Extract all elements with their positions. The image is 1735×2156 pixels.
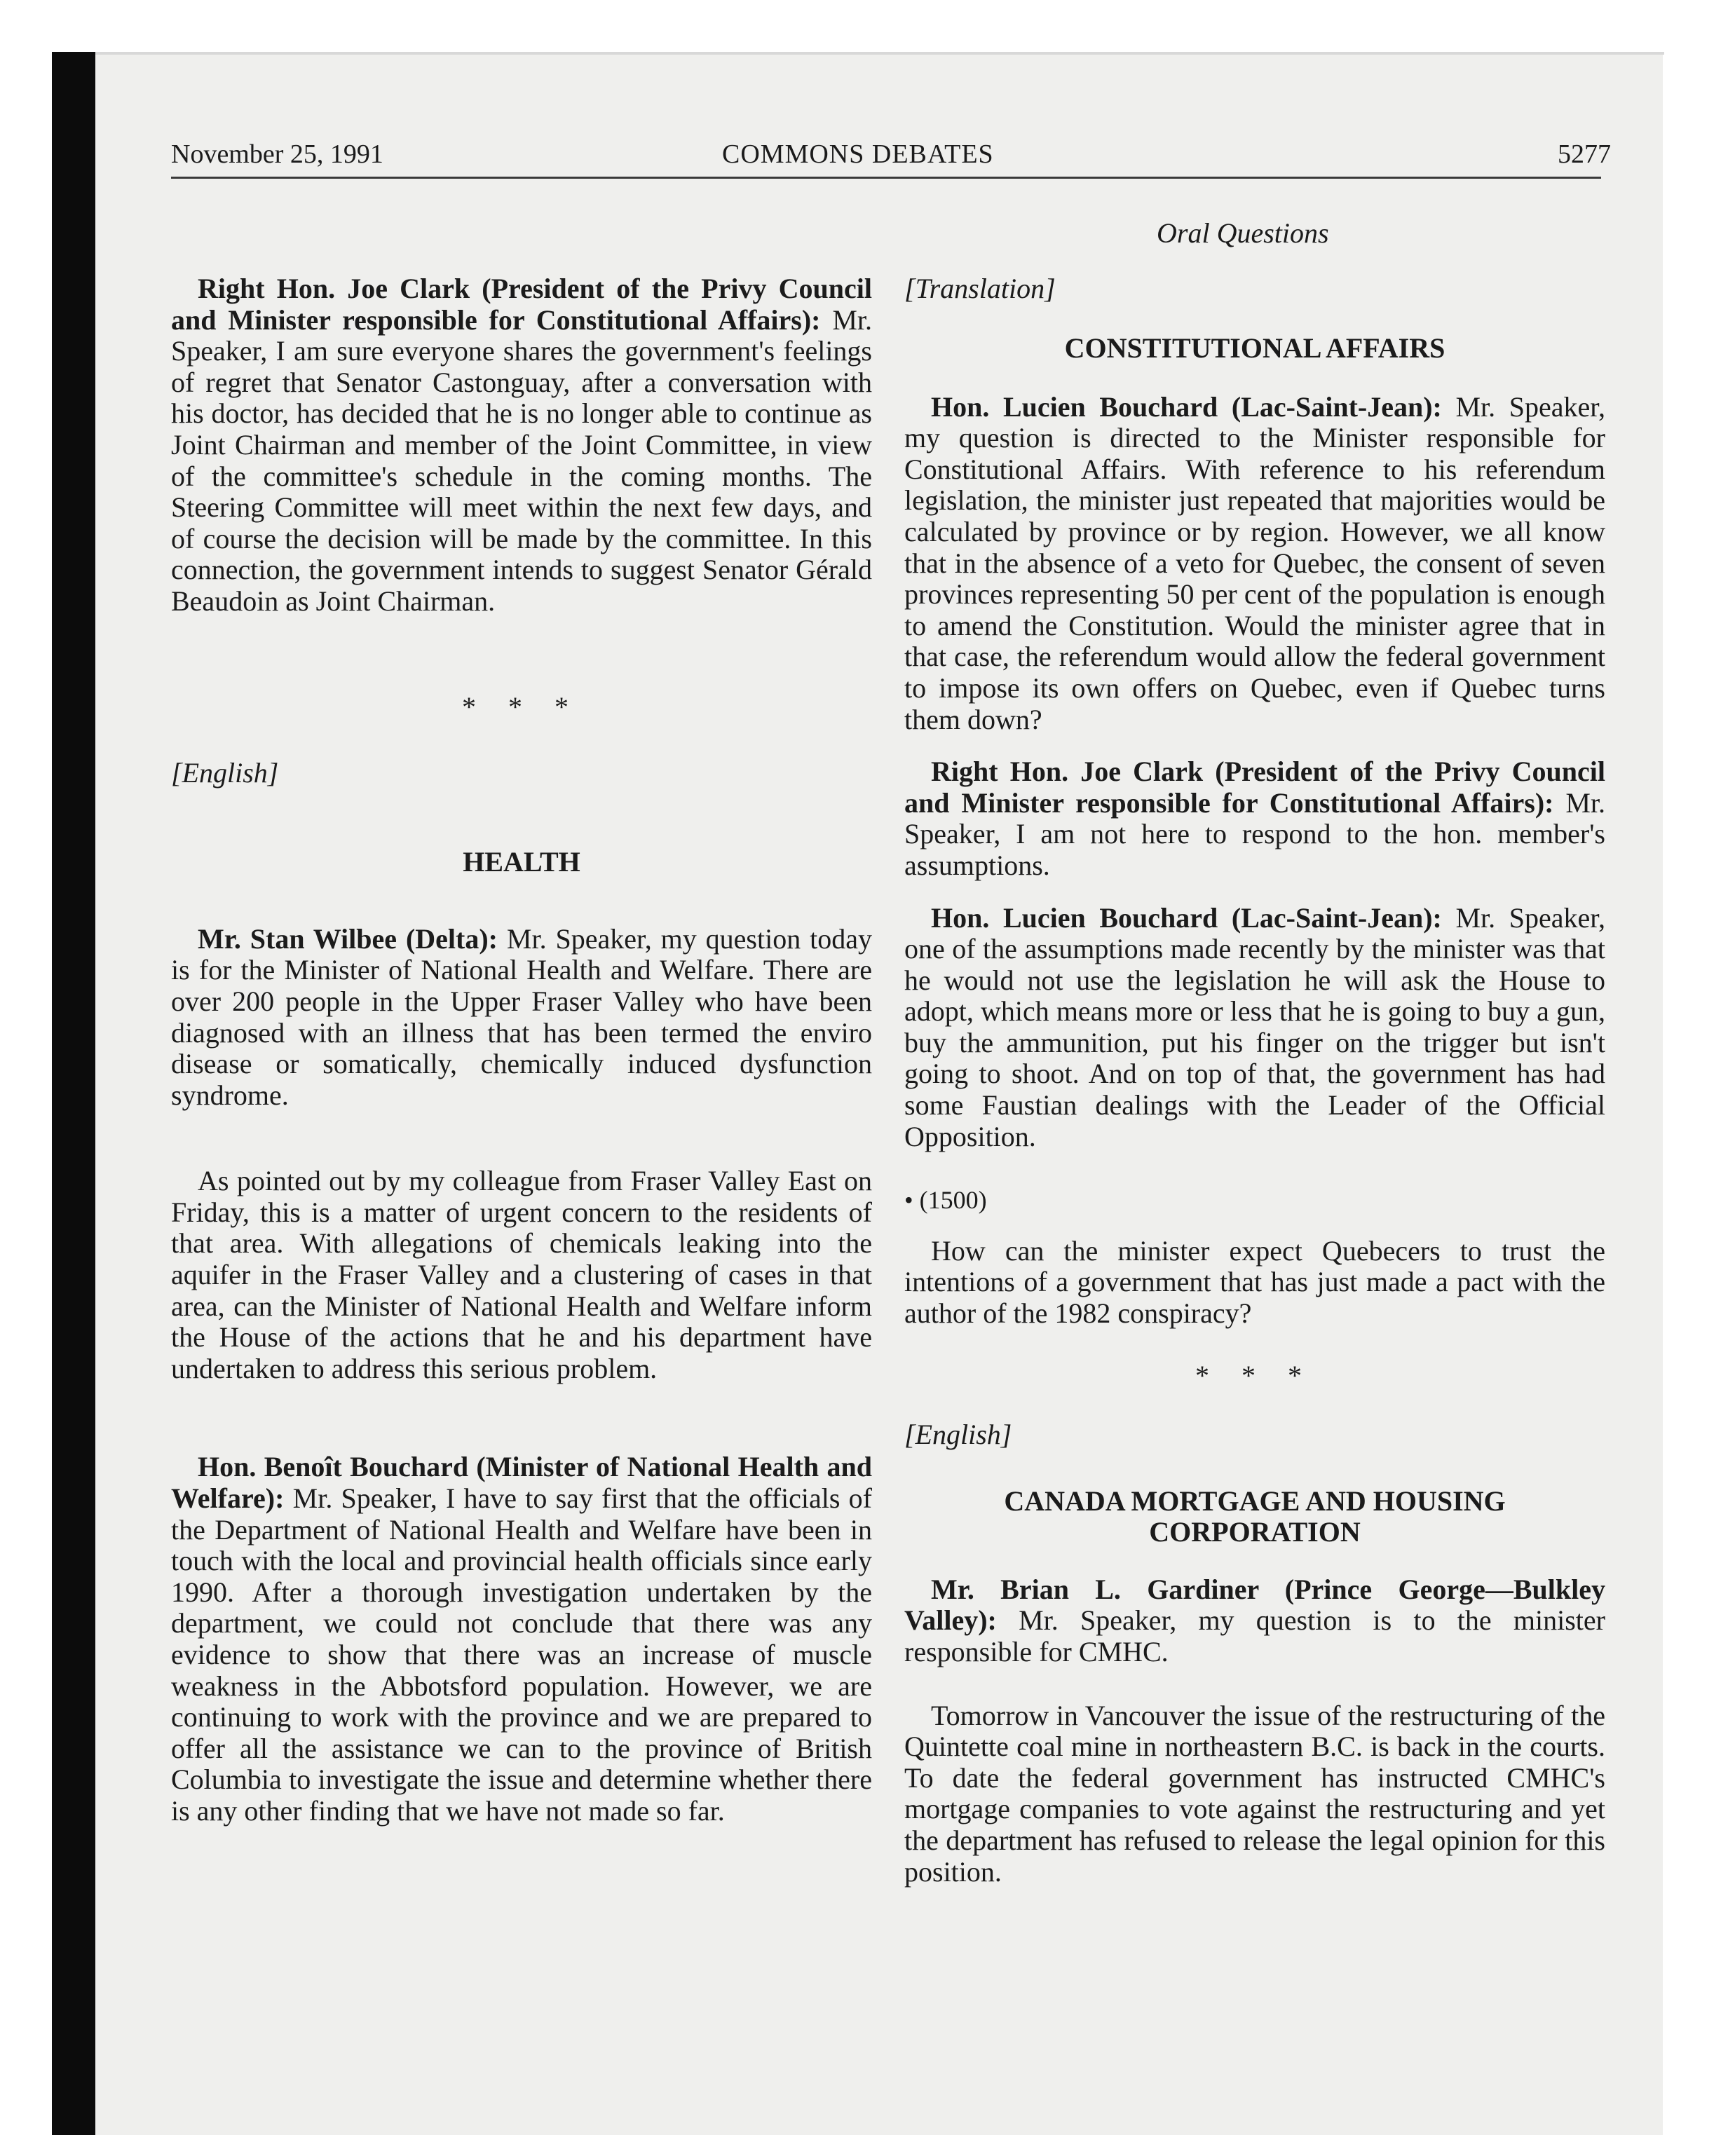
scan-dark-margin	[52, 52, 95, 2135]
paragraph	[904, 756, 1605, 881]
paragraph-text: Mr. Speaker, my question is directed to the Minister responsible for Constitutional Affairs. With reference to his referendum legislation, the minister just repeated that majorities would be calculated by province or by region. However, we all know that in the absence of a veto for Quebec, the consent of seven provinces representing 50 per cent of the population is enough to amend the Constitution. Would the minister agree that in that case, the referendum would allow the federal government to impose its own offers on Quebec, even if Quebec turns them down?	[904, 390, 1605, 735]
paragraph-text: Tomorrow in Vancouver the issue of the restructuring of the Quintette coal mine in northeastern B.C. is back in the courts. To date the federal government has instructed CMHC's mortgage companies to vote against the restructuring and yet the department has refused to release the legal opinion for this position.	[904, 1699, 1605, 1888]
section-separator: * * *	[462, 690, 581, 723]
section-heading: CONSTITUTIONAL AFFAIRS	[1064, 332, 1445, 364]
speaker-name: Mr. Brian L. Gardiner (Prince George—Bulkley Valley):	[904, 1573, 1605, 1637]
paragraph	[904, 1236, 1605, 1330]
paragraph-text: How can the minister expect Quebecers to trust the intentions of a government that has just made a pact with the author of the 1982 conspiracy?	[904, 1234, 1605, 1330]
paragraph-text: Mr. Speaker, one of the assumptions made recently by the minister was that he would not use the legislation he will ask the House to adopt, which means more or less that he is going to buy a gun, buy the ammunition, put his finger on the trigger but isn't going to shoot. And on top of that, the government has had some Faustian dealings with the Leader of the Official Opposition.	[904, 901, 1605, 1152]
left-column	[171, 273, 872, 1827]
time-marker: • (1500)	[904, 1186, 987, 1215]
paragraph-text: As pointed out by my colleague from Fraser Valley East on Friday, this is a matter of urgent concern to the residents of that area. With allegations of chemicals leaking into the aquifer in the Fraser Valley and a clustering of cases in that area, can the Minister of National Health and Welfare inform the House of the actions that he and his department have undertaken to address this serious problem.	[171, 1165, 872, 1384]
section-heading: HEALTH	[463, 845, 580, 878]
section-heading	[904, 1486, 1605, 1548]
paragraph	[904, 1574, 1605, 1668]
language-tag: [English]	[171, 757, 279, 789]
paragraph	[904, 1700, 1605, 1888]
paragraph-text: Mr. Speaker, I am sure everyone shares the government's feelings of regret that Senator Castonguay, after a conversation with his doctor, has decided that he is no longer able to continue as Joint Chairman and member of the Joint Committee, in view of the committee's schedule in the coming months. The Steering Committee will meet within the next few days, and of course the decision will be made by the committee. In this connection, the government intends to suggest Senator Gérald Beaudoin as Joint Chairman.	[171, 303, 873, 617]
speaker-name: Right Hon. Joe Clark (President of the Privy Council and Minister responsible for Constitutional Affairs):	[904, 756, 1605, 819]
header-rule	[171, 177, 1601, 179]
header-page-number: 5277	[1558, 139, 1611, 169]
header-title: COMMONS DEBATES	[722, 139, 994, 169]
language-tag: [English]	[904, 1419, 1012, 1451]
section-label: Oral Questions	[1157, 217, 1329, 249]
language-tag: [Translation]	[904, 273, 1056, 304]
paragraph-text: Mr. Speaker, I am not here to respond to the hon. member's assumptions.	[904, 786, 1606, 881]
speaker-name: Hon. Benoît Bouchard (Minister of National Health and Welfare):	[171, 1451, 872, 1515]
paragraph-text: Mr. Speaker, I have to say first that the officials of the Department of National Health and Welfare have been in touch with the local and provincial health officials since early 1990. After a thorough investigation undertaken by the department, we could not conclude that there was any evidence to show that there was an increase of muscle weakness in the Abbotsford population. However, we are continuing to work with the province and we are prepared to offer all the assistance we can to the province of British Columbia to investigate the issue and determine whether there is any other finding that we have not made so far.	[171, 1482, 873, 1827]
speaker-name: Hon. Lucien Bouchard (Lac-Saint-Jean):	[931, 901, 1442, 934]
speaker-name: Right Hon. Joe Clark (President of the Privy Council and Minister responsible for Constitutional Affairs):	[171, 273, 872, 336]
heading-line: CANADA MORTGAGE AND HOUSING	[1004, 1485, 1506, 1517]
paragraph-text: Mr. Speaker, my question is to the minister responsible for CMHC.	[904, 1604, 1605, 1667]
paragraph	[904, 903, 1605, 1153]
speaker-name: Hon. Lucien Bouchard (Lac-Saint-Jean):	[931, 390, 1442, 423]
paragraph	[904, 392, 1605, 736]
paragraph	[171, 1452, 872, 1827]
section-separator: * * *	[1195, 1359, 1314, 1391]
paragraph	[171, 924, 872, 1112]
paragraph	[171, 1166, 872, 1384]
paragraph-text: Mr. Speaker, my question today is for the Minister of National Health and Welfare. There are over 200 people in the Upper Fraser Valley who have been diagnosed with an illness that has been termed the enviro disease or somatically, chemically induced dysfunction syndrome.	[171, 922, 873, 1111]
speaker-name: Mr. Stan Wilbee (Delta):	[198, 922, 498, 955]
right-column	[904, 273, 1605, 1888]
heading-line: CORPORATION	[1149, 1515, 1361, 1548]
paragraph	[171, 273, 872, 618]
header-date: November 25, 1991	[171, 139, 383, 169]
